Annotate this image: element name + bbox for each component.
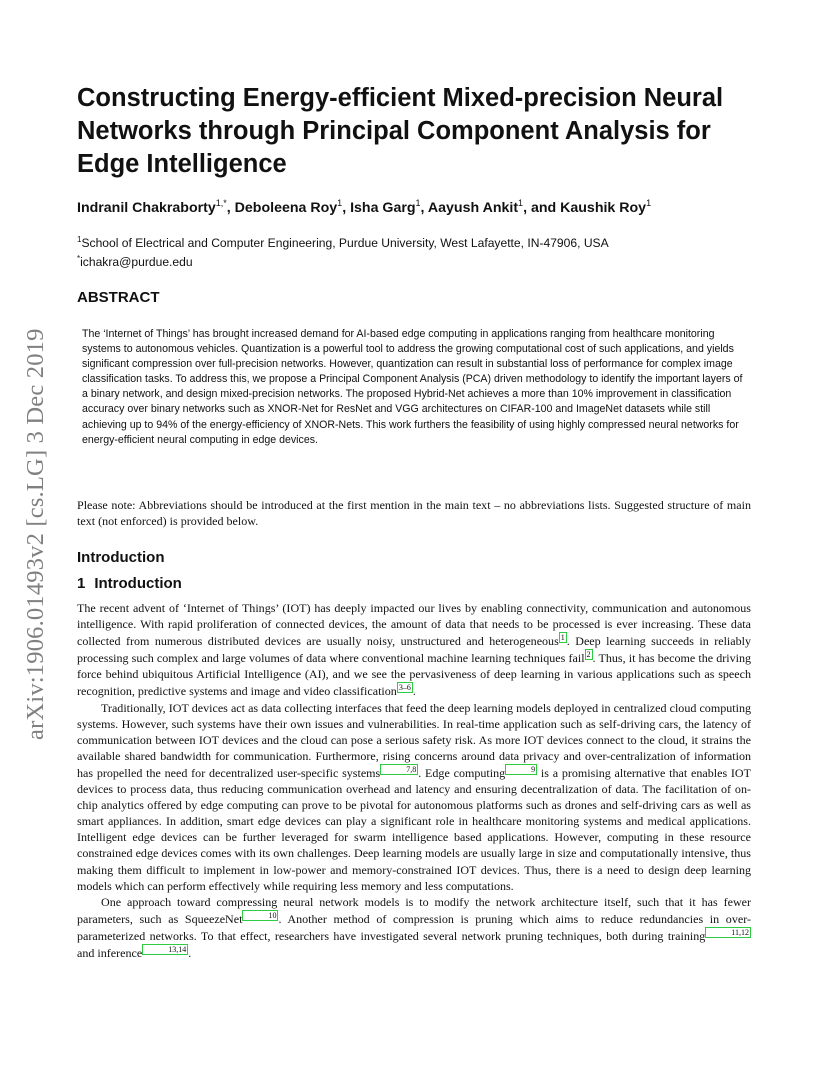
paragraph-text: and inference bbox=[77, 945, 143, 960]
affiliation-mark: * bbox=[77, 254, 81, 263]
author-affiliation-mark: 1,* bbox=[215, 198, 227, 208]
citation-link[interactable]: 1 bbox=[560, 633, 565, 643]
author-name: Aayush Ankit bbox=[427, 200, 519, 216]
affiliation-line bbox=[77, 232, 777, 251]
introduction-body bbox=[77, 600, 751, 961]
author-affiliation-mark: 1 bbox=[415, 198, 421, 208]
citation-link[interactable]: 9 bbox=[505, 764, 537, 775]
citation-link[interactable]: 13,14 bbox=[142, 944, 188, 955]
paragraph-text: is a promising alternative that enables IOT devices to process data, thus reducing communication overhead and latency and ensuring decentralization of data. The facilitation of on-chip analytics offered by edge computing can prove to be pivotal for autonomous platforms such as drones and self-driving cars as well as smart appliances. In addition, smart edge devices can play a significant role in healthcare monitoring systems and medical applications. Intelligent edge devices can be further leveraged for swarm intelligence based applications. However, computing in these resource constrained edge devices comes with its own challenges. Deep learning models are usually large in size and computationally intensive, thus making them difficult to implement in low-power and memory-constrained IOT devices. Thus, there is a need to design deep learning models which can perform effectively while requiring less memory and less computations. bbox=[77, 765, 751, 893]
author-separator: , bbox=[226, 200, 235, 216]
author-name: Isha Garg bbox=[350, 200, 416, 216]
section-title: Introduction bbox=[94, 575, 182, 592]
affiliation-text: School of Electrical and Computer Engineering, Purdue University, West Lafayette, IN-47906, USA bbox=[81, 236, 609, 250]
author-separator: , bbox=[420, 200, 428, 216]
note-paragraph: Please note: Abbreviations should be introduced at the first mention in the main text – no abbreviations lists. Suggested structure of main text (not enforced) is provided below. bbox=[77, 498, 751, 529]
section-heading bbox=[77, 575, 182, 592]
body-paragraph bbox=[77, 700, 751, 894]
author-affiliation-mark: 1 bbox=[337, 198, 343, 208]
affiliation-text: ichakra@purdue.edu bbox=[80, 255, 193, 269]
citation-link[interactable]: 7,8 bbox=[380, 764, 418, 775]
affiliations bbox=[77, 232, 777, 270]
affiliation-mark: 1 bbox=[77, 235, 82, 244]
arxiv-identifier-stamp: arXiv:1906.01493v2 [cs.LG] 3 Dec 2019 bbox=[22, 328, 49, 740]
author-separator: , bbox=[342, 200, 351, 216]
section-number: 1 bbox=[77, 575, 86, 592]
paragraph-text: . bbox=[188, 945, 192, 960]
author-name: Kaushik Roy bbox=[560, 200, 647, 216]
citation-link[interactable]: 3–6 bbox=[398, 683, 411, 693]
paragraph-text: The recent advent of ‘Internet of Things’ (IOT) has deeply impacted our lives by enabling connectivity, communication and autonomous intelligence. With rapid proliferation of connected devices, the amount of data that needs to be processed is ever increasing. These data collected from numerous distributed devices are usually noisy, unstructured and heterogeneous bbox=[77, 601, 751, 649]
citation-link[interactable]: 10 bbox=[242, 910, 278, 921]
citation-link[interactable]: 2 bbox=[586, 650, 591, 660]
paragraph-text: One approach toward compressing neural network models is to modify the network architecture itself, such that it has fewer parameters, such as SqueezeNet bbox=[77, 894, 751, 926]
author-affiliation-mark: 1 bbox=[518, 198, 524, 208]
abstract-heading: ABSTRACT bbox=[77, 289, 160, 306]
body-paragraph bbox=[77, 894, 751, 961]
paragraph-text: . Thus, it has become the driving force behind ubiquitous Artificial Intelligence (AI), and we see the pervasiveness of deep learning in various applications such as speech recognition, predictive systems and image and video classification bbox=[77, 651, 751, 699]
paragraph-text: . bbox=[412, 684, 416, 699]
author-affiliation-mark: 1 bbox=[646, 198, 652, 208]
paragraph-text: . Edge computing bbox=[418, 765, 506, 780]
author-list bbox=[77, 193, 777, 218]
body-paragraph bbox=[77, 600, 751, 700]
affiliation-line bbox=[77, 251, 777, 270]
abstract-text: The ‘Internet of Things’ has brought increased demand for AI-based edge computing in applications ranging from healthcare monitoring systems to autonomous vehicles. Quantization is a powerful tool to address the growing computational cost of such applications, and yields significant compression over full-precision networks. However, quantization can result in substantial loss of performance for complex image classification tasks. To address this, we propose a Principal Component Analysis (PCA) driven methodology to identify the important layers of a binary network, and design mixed-precision networks. The proposed Hybrid-Net achieves a more than 10% improvement in classification accuracy over binary networks such as XNOR-Net for ResNet and VGG architectures on CIFAR-100 and ImageNet datasets while still achieving up to 94% of the energy-efficiency of XNOR-Nets. This work furthers the feasibility of using highly compressed neural networks for energy-efficient neural computing in edge devices. bbox=[82, 328, 743, 446]
paragraph-text: Traditionally, IOT devices act as data collecting interfaces that feed the deep learning models deployed in centralized cloud computing systems. However, such systems have their own issues and vulnerabilities. In real-time application such as self-driving cars, the latency of communication between IOT devices and the cloud can pose a serious safety risk. As more IOT devices connect to the cloud, it strains the available shared bandwidth for communication. Furthermore, rising concerns around data privacy and over-centralization of information has propelled the need for decentralized user-specific systems bbox=[77, 700, 751, 780]
author-separator: , and bbox=[523, 200, 561, 216]
paragraph-text: . Deep learning succeeds in reliably processing such complex and large volumes of data where conventional machine learning techniques fail bbox=[77, 634, 752, 666]
paper-title: Constructing Energy-efficient Mixed-precision Neural Networks through Principal Component Analysis for Edge Intelligence bbox=[77, 84, 724, 178]
author-name: Indranil Chakraborty bbox=[77, 200, 216, 216]
citation-link[interactable]: 11,12 bbox=[705, 927, 751, 938]
introduction-heading: Introduction bbox=[77, 549, 165, 566]
paragraph-text: . Another method of compression is pruning which aims to reduce redundancies in over-parameterized networks. To that effect, researchers have investigated several network pruning techniques, both during training bbox=[77, 911, 751, 943]
author-name: Deboleena Roy bbox=[234, 200, 338, 216]
